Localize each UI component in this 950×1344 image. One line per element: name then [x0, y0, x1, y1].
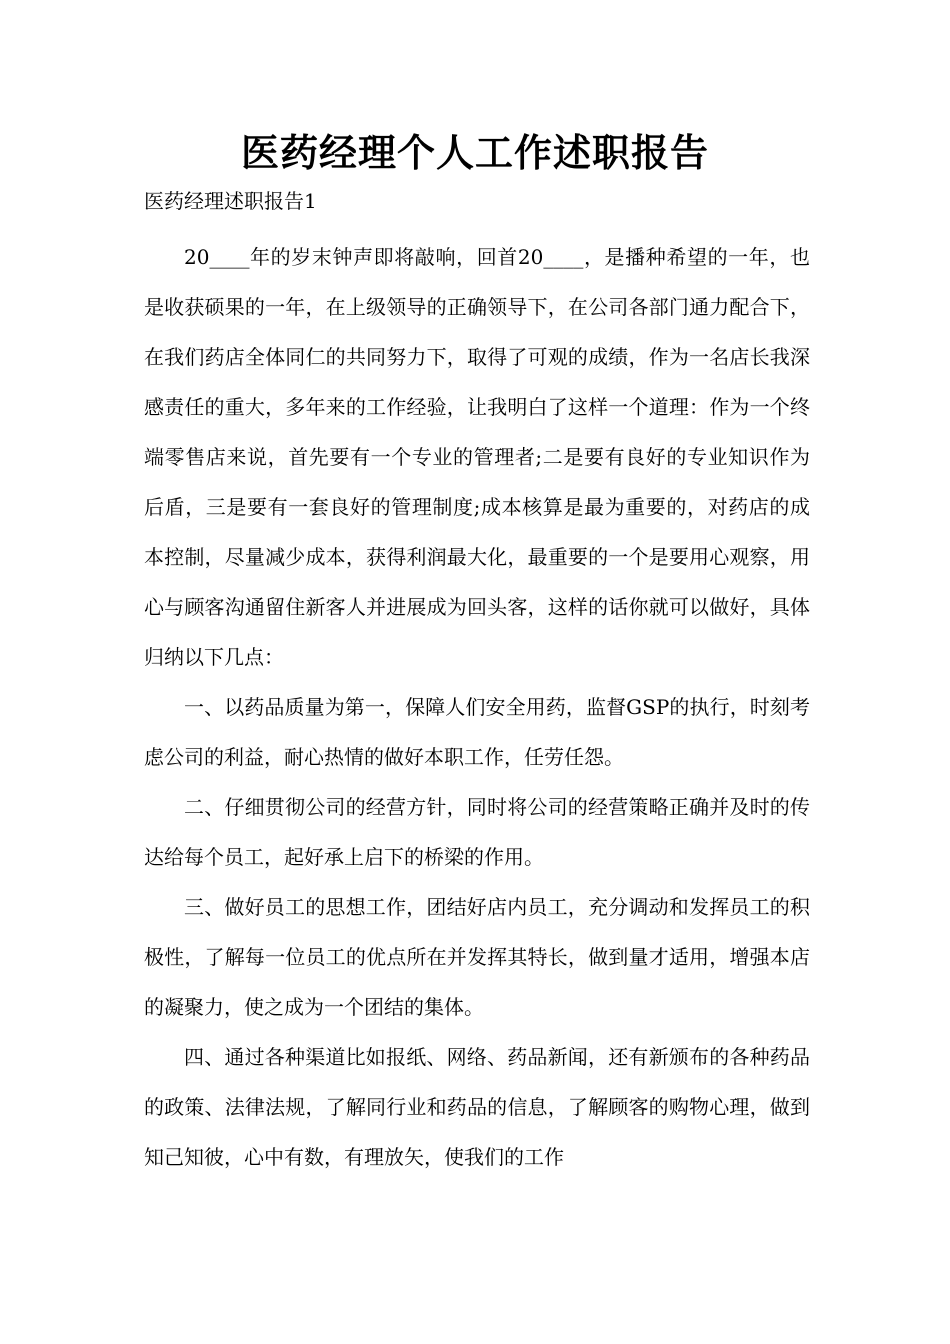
document-subtitle: 医药经理述职报告1	[144, 189, 317, 213]
paragraph-intro: 20____年的岁末钟声即将敲响，回首20____，是播种希望的一年，也是收获硕果的一年，在上级领导的正确领导下，在公司各部门通力配合下，在我们药店全体同仁的共同努力下，取得了可观的成绩，作为一名店长我深感责任的重大，多年来的工作经验，让我明白了这样一个道理：作为一个终端零售店来说，首先要有一个专业的管理者;二是要有良好的专业知识作为后盾，三是要有一套良好的管理制度;成本核算是最为重要的，对药店的成本控制，尽量减少成本，获得利润最大化，最重要的一个是要用心观察，用心与顾客沟通留住新客人并进展成为回头客，这样的话你就可以做好，具体归纳以下几点：	[144, 245, 810, 669]
paragraph-point-2: 二、仔细贯彻公司的经营方针，同时将公司的经营策略正确并及时的传达给每个员工，起好承上启下的桥梁的作用。	[144, 795, 810, 869]
paragraph-point-3: 三、做好员工的思想工作，团结好店内员工，充分调动和发挥员工的积极性，了解每一位员工的优点所在并发挥其特长，做到量才适用，增强本店的凝聚力，使之成为一个团结的集体。	[144, 895, 810, 1019]
paragraph-point-4: 四、通过各种渠道比如报纸、网络、药品新闻，还有新颁布的各种药品的政策、法律法规，了解同行业和药品的信息，了解顾客的购物心理，做到知己知彼，心中有数，有理放矢，使我们的工作	[144, 1045, 810, 1169]
document-title: 医药经理个人工作述职报告	[240, 131, 709, 175]
paragraph-point-1: 一、以药品质量为第一，保障人们安全用药，监督GSP的执行，时刻考虑公司的利益，耐心热情的做好本职工作，任劳任怨。	[144, 695, 810, 769]
document-body	[144, 232, 810, 1182]
